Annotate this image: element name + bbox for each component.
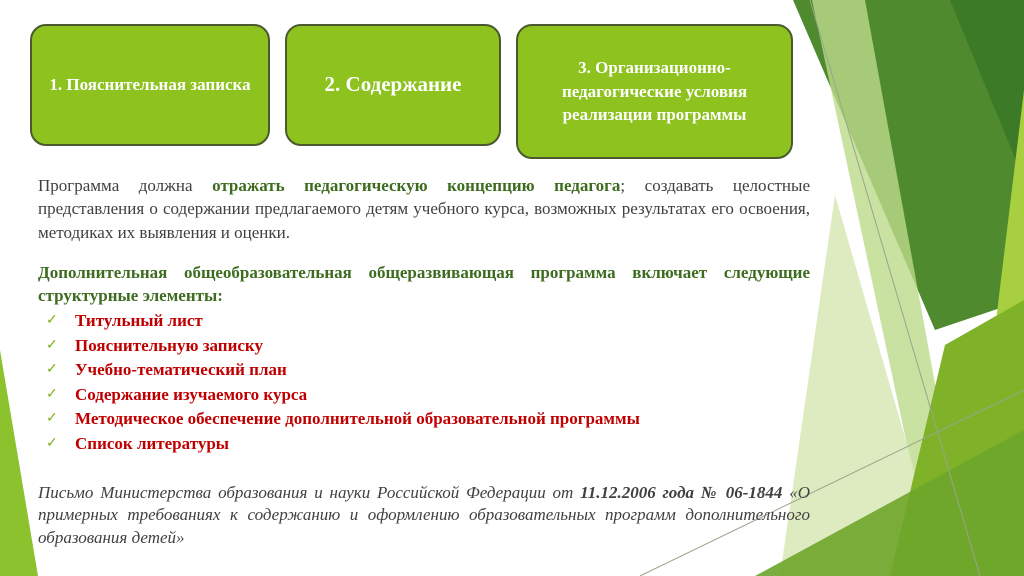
intro-emphasis: отражать педагогическую концепцию педагога: [212, 176, 621, 195]
check-icon: ✓: [46, 313, 58, 328]
list-item-text: Содержание изучаемого курса: [75, 384, 308, 404]
list-item: [40, 358, 800, 383]
section-box-label: 3. Организационно-педагогические условия реализации программы: [561, 57, 748, 125]
list-item-text: Список литературы: [75, 433, 230, 453]
list-item: [40, 432, 800, 457]
section-box-label: 1. Пояснительная записка: [49, 75, 251, 95]
list-item-text: Пояснительную записку: [75, 335, 263, 355]
letter-title: «О примерных требованиях к содержанию и оформлению образовательных программ дополнительного образования детей»: [38, 483, 810, 547]
list-item-text: Титульный лист: [75, 311, 203, 330]
section-box-explanatory-note[interactable]: [30, 24, 270, 146]
intro-text-rest: ; создавать целостные представления о содержании предлагаемого детям учебного курса, возможных результатах его освоения, методиках их выявления и оценки.: [38, 176, 810, 242]
left-green-shard: [0, 350, 38, 576]
letter-text: Письмо Министерства образования и науки Российской Федерации от: [38, 483, 581, 502]
list-item-text: Методическое обеспечение дополнительной образовательной программы: [75, 409, 640, 428]
reference-letter: [38, 482, 810, 549]
section-box-content[interactable]: [285, 24, 501, 146]
section-box-label: 2. Содержание: [324, 72, 462, 97]
section-box-conditions[interactable]: [516, 24, 793, 159]
structure-heading: Дополнительная общеобразовательная общеразвивающая программа включает следующие структурные элементы:: [38, 263, 810, 306]
intro-text: Программа должна: [38, 176, 213, 195]
check-icon: ✓: [46, 362, 58, 377]
list-item: [40, 383, 800, 408]
check-icon: ✓: [46, 411, 58, 426]
list-item-text: Учебно-тематический план: [75, 360, 287, 379]
check-icon: ✓: [46, 337, 58, 353]
check-icon: ✓: [46, 386, 58, 402]
letter-number: 11.12.2006 года № 06-1844: [580, 483, 783, 502]
check-icon: ✓: [46, 435, 58, 451]
intro-paragraph: [38, 174, 810, 244]
structure-list: [40, 309, 800, 456]
list-item: [40, 407, 800, 432]
list-item: [40, 309, 800, 334]
list-item: [40, 334, 800, 359]
